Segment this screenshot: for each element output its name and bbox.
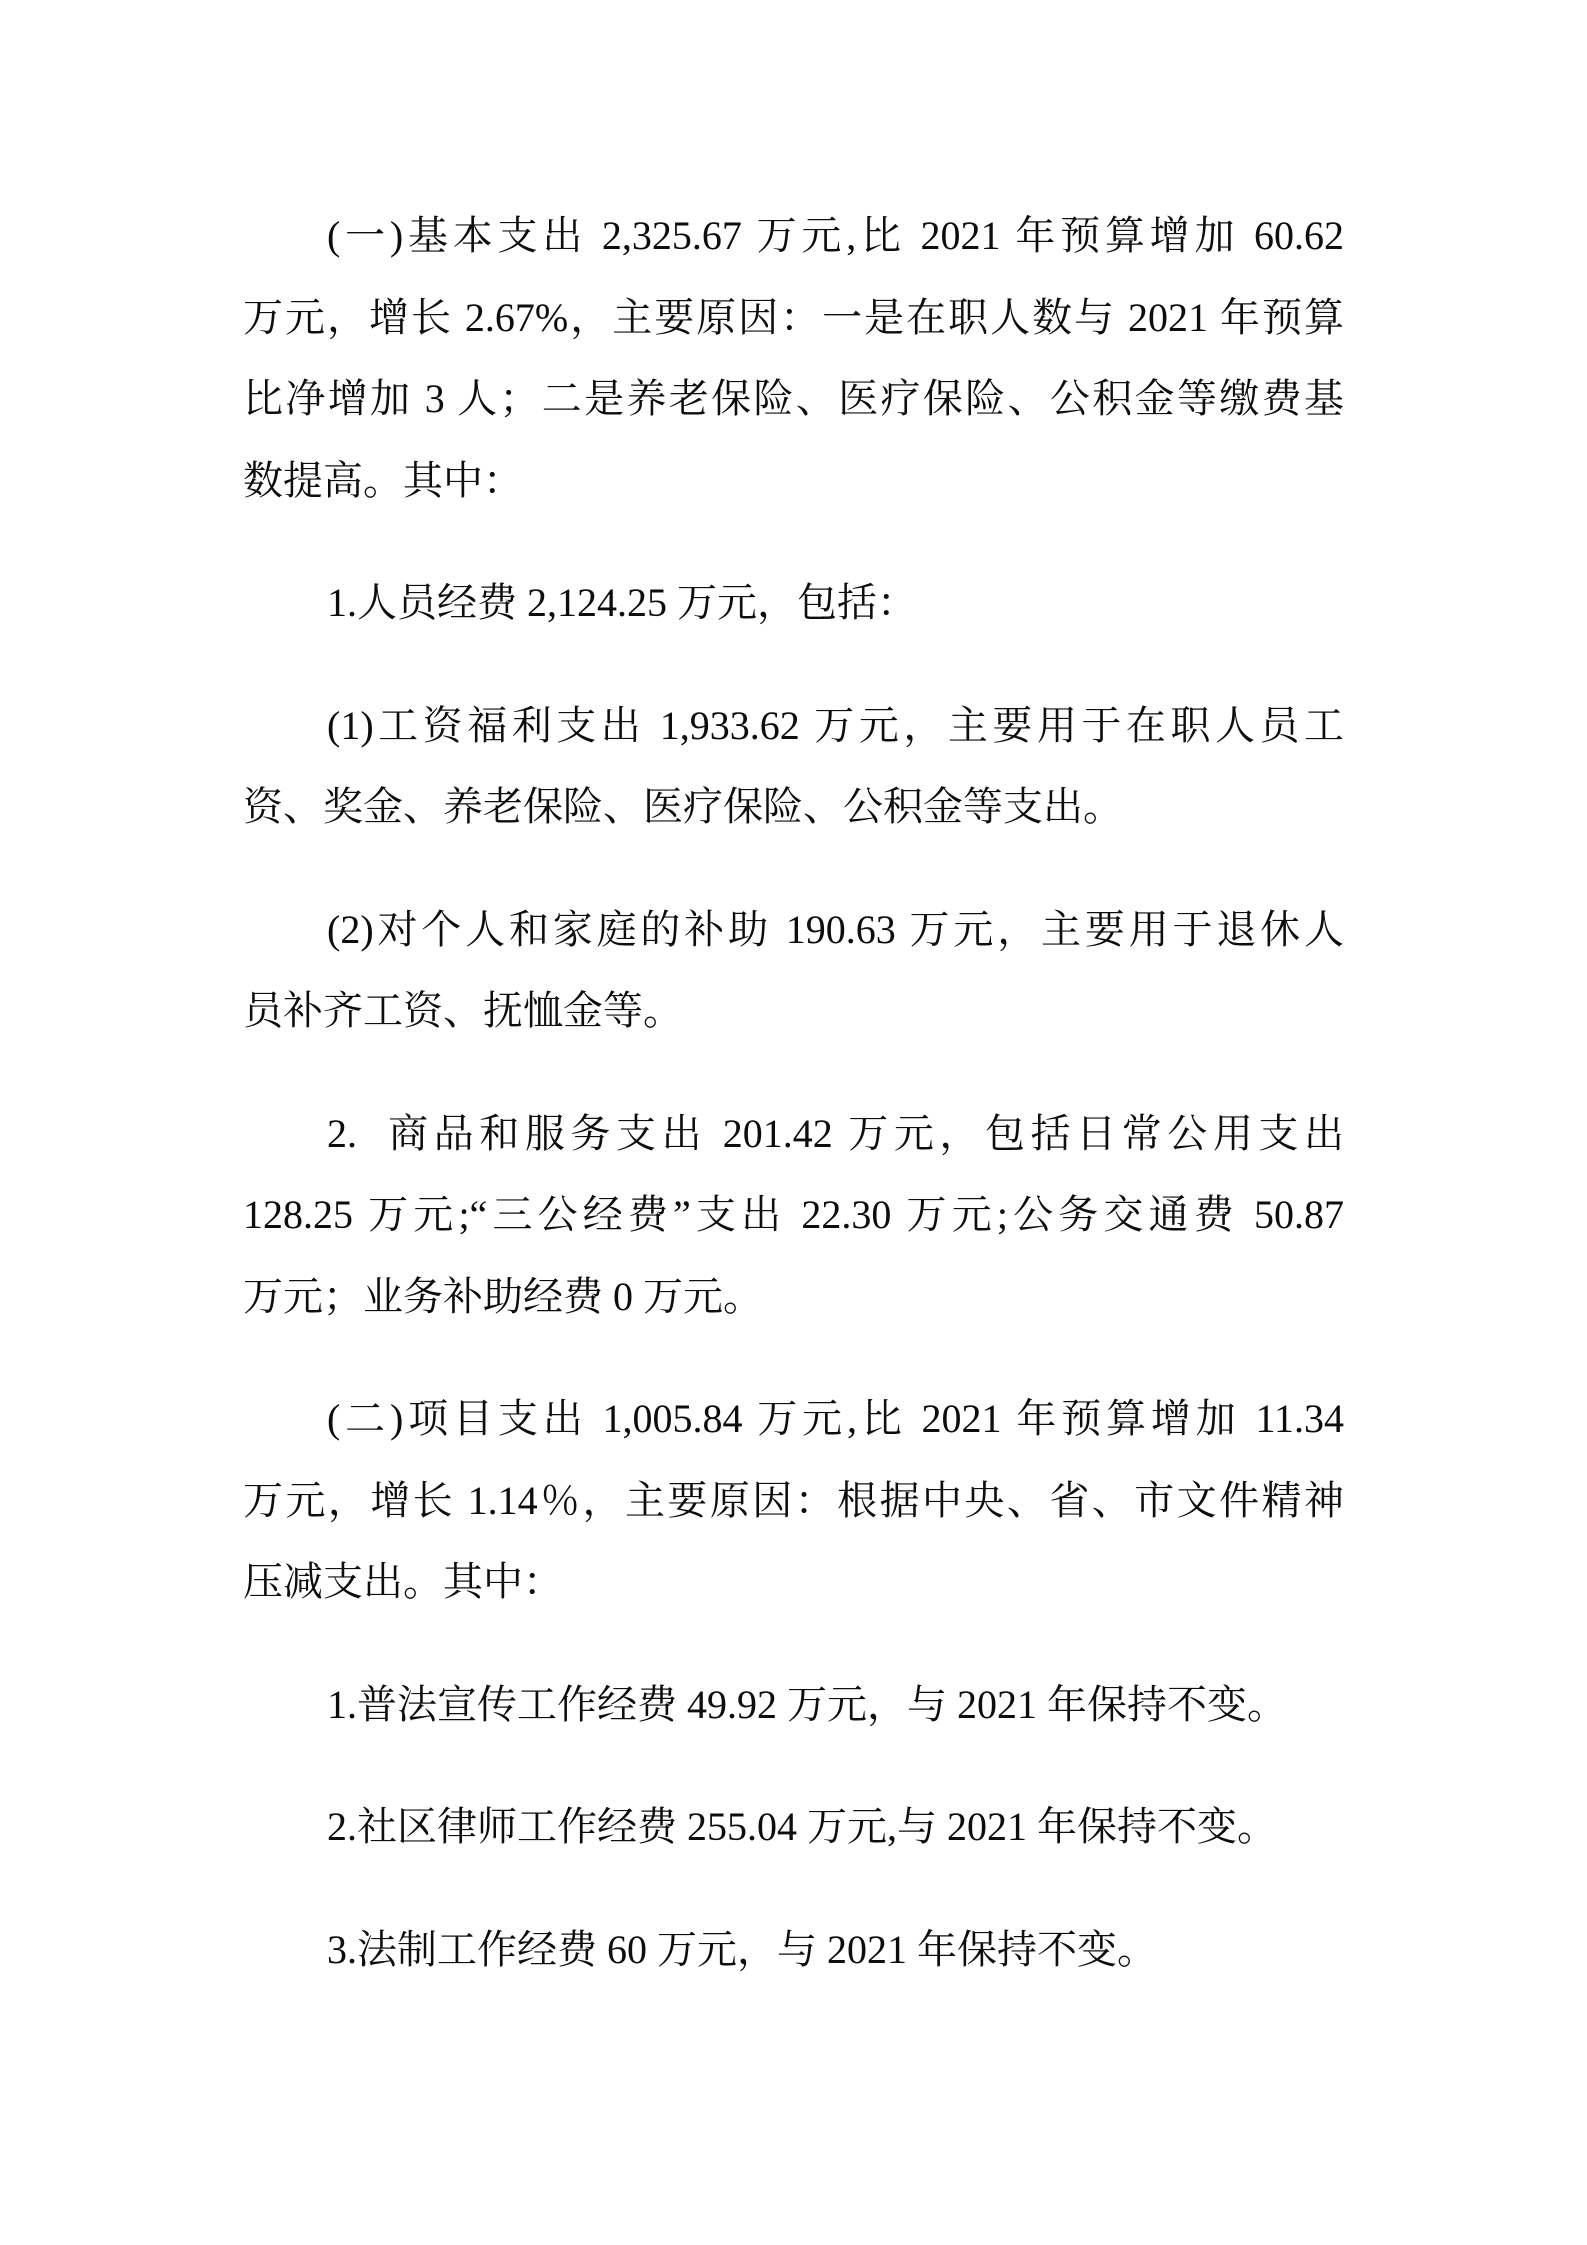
text-line: 1.人员经费 2,124.25 万元，包括： xyxy=(327,580,917,625)
text-line: 万元，增长 1.14％，主要原因：根据中央、省、市文件精神 xyxy=(243,1477,1344,1523)
household-subsidy-paragraph xyxy=(243,889,1344,1052)
text-line: 员补齐工资、抚恤金等。 xyxy=(243,988,683,1033)
basic-expenditure-paragraph xyxy=(243,195,1344,521)
project-expenditure-paragraph xyxy=(243,1378,1344,1623)
text-line: 2. 商品和服务支出 201.42 万元，包括日常公用支出 xyxy=(327,1110,1344,1156)
personnel-expense-heading xyxy=(243,562,1344,644)
text-line: 数提高。其中： xyxy=(243,457,523,503)
text-line: 万元，增长 2.67%，主要原因：一是在职人数与 2021 年预算 xyxy=(243,294,1344,340)
project-item-community-lawyer xyxy=(243,1786,1344,1868)
text-line: 128.25 万元;“三公经费”支出 22.30 万元;公务交通费 50.87 xyxy=(243,1192,1344,1237)
text-line: (一)基本支出 2,325.67 万元,比 2021 年预算增加 60.62 xyxy=(327,213,1344,258)
goods-services-paragraph xyxy=(243,1093,1344,1338)
text-line: 压减支出。其中： xyxy=(243,1559,563,1604)
text-line: 万元；业务补助经费 0 万元。 xyxy=(243,1273,763,1319)
project-item-legal-work xyxy=(243,1909,1344,1991)
text-line: 资、奖金、养老保险、医疗保险、公积金等支出。 xyxy=(243,784,1123,829)
text-line: 1.普法宣传工作经费 49.92 万元，与 2021 年保持不变。 xyxy=(327,1681,1287,1727)
text-line: (2)对个人和家庭的补助 190.63 万元，主要用于退休人 xyxy=(327,906,1344,952)
project-item-legal-publicity xyxy=(243,1664,1344,1746)
text-line: (二)项目支出 1,005.84 万元,比 2021 年预算增加 11.34 xyxy=(327,1396,1344,1441)
text-line: 2.社区律师工作经费 255.04 万元,与 2021 年保持不变。 xyxy=(327,1804,1277,1849)
text-line: 比净增加 3 人；二是养老保险、医疗保险、公积金等缴费基 xyxy=(243,376,1344,421)
text-line: (1)工资福利支出 1,933.62 万元，主要用于在职人员工 xyxy=(327,702,1344,748)
text-line: 3.法制工作经费 60 万元，与 2021 年保持不变。 xyxy=(327,1926,1157,1972)
salary-welfare-paragraph xyxy=(243,685,1344,848)
